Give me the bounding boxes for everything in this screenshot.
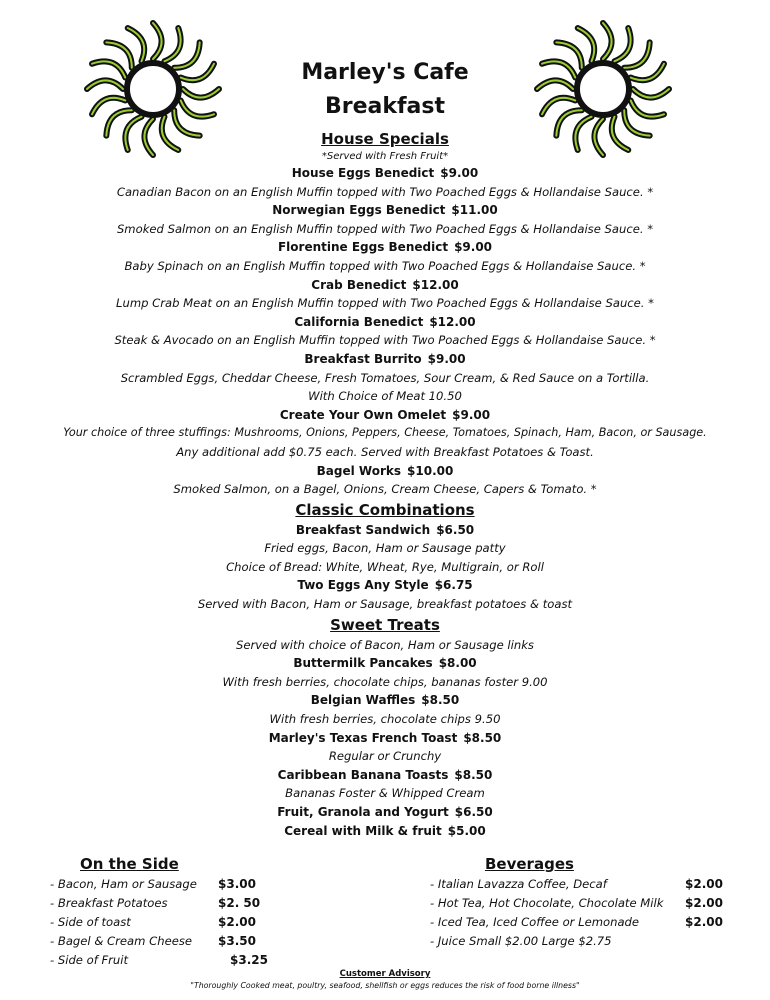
section-title-on-the-side: On the Side: [80, 855, 179, 873]
section-title-sweet-treats: Sweet Treats: [330, 615, 440, 634]
menu-item-name: Create Your Own Omelet $9.00: [279, 407, 491, 422]
menu-item-desc: Lump Crab Meat on an English Muffin topped with Two Poached Eggs & Hollandaise Sauce. *: [116, 296, 654, 311]
menu-item-name: Belgian Waffles $8.50: [310, 693, 460, 708]
menu-item-name: Buttermilk Pancakes $8.00: [293, 656, 477, 671]
menu-item-desc: Steak & Avocado on an English Muffin topped with Two Poached Eggs & Hollandaise Sauce. *: [114, 333, 656, 348]
cafe-name: Marley's Cafe: [301, 60, 469, 85]
menu-item-desc: Smoked Salmon, on a Bagel, Onions, Cream Cheese, Capers & Tomato. *: [173, 482, 597, 497]
menu-item-desc: Smoked Salmon on an English Muffin topped with Two Poached Eggs & Hollandaise Sauce. *: [116, 221, 654, 236]
on-the-side-section: [50, 853, 310, 970]
advisory-text: "Thoroughly Cooked meat, poultry, seafood, shellfish or eggs reduces the risk of food borne illness": [190, 981, 580, 990]
menu-header: [0, 56, 770, 124]
section-title-beverages: Beverages: [485, 855, 574, 873]
customer-advisory: [0, 968, 770, 992]
advisory-title: Customer Advisory: [339, 969, 431, 979]
menu-item-desc: Bananas Foster & Whipped Cream: [285, 786, 485, 801]
list-item: - Italian Lavazza Coffee, Decaf $2.00: [430, 877, 723, 891]
menu-item-name: California Benedict $12.00: [294, 314, 476, 329]
menu-item-desc: Baby Spinach on an English Muffin topped with Two Poached Eggs & Hollandaise Sauce. *: [124, 258, 646, 273]
menu-item-desc: Choice of Bread: White, Wheat, Rye, Multigrain, or Roll: [226, 559, 544, 574]
section-title-classic-combinations: Classic Combinations: [295, 500, 475, 519]
list-item: - Breakfast Potatoes $2. 50: [50, 896, 261, 910]
section-note: Served with choice of Bacon, Ham or Sausage links: [236, 637, 534, 652]
menu-item-name: Breakfast Sandwich $6.50: [295, 522, 475, 537]
menu-item-desc: Served with Bacon, Ham or Sausage, breakfast potatoes & toast: [197, 597, 573, 612]
menu-item-name: Caribbean Banana Toasts $8.50: [277, 767, 493, 782]
menu-item-desc: Any additional add $0.75 each. Served with Breakfast Potatoes & Toast.: [176, 444, 594, 459]
menu-item-desc: Scrambled Eggs, Cheddar Cheese, Fresh Tomatoes, Sour Cream, & Red Sauce on a Tortilla.: [120, 370, 650, 385]
menu-item-desc: Fried eggs, Bacon, Ham or Sausage patty: [264, 541, 506, 556]
menu-body: [0, 128, 770, 840]
menu-item-name: Marley's Texas French Toast $8.50: [268, 730, 502, 745]
menu-item-desc: Your choice of three stuffings: Mushrooms, Onions, Peppers, Cheese, Tomatoes, Spinach, Ham, Bacon, or Sausage.: [63, 426, 707, 440]
menu-item-name: Norwegian Eggs Benedict $11.00: [272, 203, 498, 218]
list-item: - Side of Fruit $3.25: [50, 953, 268, 967]
beverages-section: [430, 853, 730, 951]
menu-item-desc: Regular or Crunchy: [328, 749, 442, 764]
menu-item-desc: With fresh berries, chocolate chips, bananas foster 9.00: [222, 674, 548, 689]
list-item: - Hot Tea, Hot Chocolate, Chocolate Milk $2.00: [430, 896, 723, 910]
menu-item-name: Crab Benedict $12.00: [311, 277, 459, 292]
menu-item-name: Two Eggs Any Style $6.75: [297, 578, 473, 593]
menu-item-name: Florentine Eggs Benedict $9.00: [277, 240, 493, 255]
menu-item-name: Cereal with Milk & fruit $5.00: [284, 823, 486, 838]
menu-item-name: Bagel Works $10.00: [316, 463, 454, 478]
list-item: - Iced Tea, Iced Coffee or Lemonade $2.00: [430, 915, 723, 929]
menu-subtitle: Breakfast: [324, 94, 446, 119]
list-item: - Bacon, Ham or Sausage $3.00: [50, 877, 256, 891]
menu-item-desc: With fresh berries, chocolate chips 9.50: [269, 712, 501, 727]
menu-item-desc: Canadian Bacon on an English Muffin topped with Two Poached Eggs & Hollandaise Sauce. *: [116, 184, 654, 199]
menu-item-name: Breakfast Burrito $9.00: [304, 351, 466, 366]
menu-item-name: House Eggs Benedict $9.00: [291, 166, 479, 180]
list-item: - Side of toast $2.00: [50, 915, 256, 929]
section-title-house-specials: House Specials: [321, 130, 449, 148]
section-note: *Served with Fresh Fruit*: [321, 151, 449, 162]
menu-item-name: Fruit, Granola and Yogurt $6.50: [277, 805, 493, 819]
menu-item-desc: With Choice of Meat 10.50: [308, 389, 462, 404]
list-item: - Bagel & Cream Cheese $3.50: [50, 934, 256, 948]
list-item: - Juice Small $2.00 Large $2.75: [430, 934, 612, 948]
